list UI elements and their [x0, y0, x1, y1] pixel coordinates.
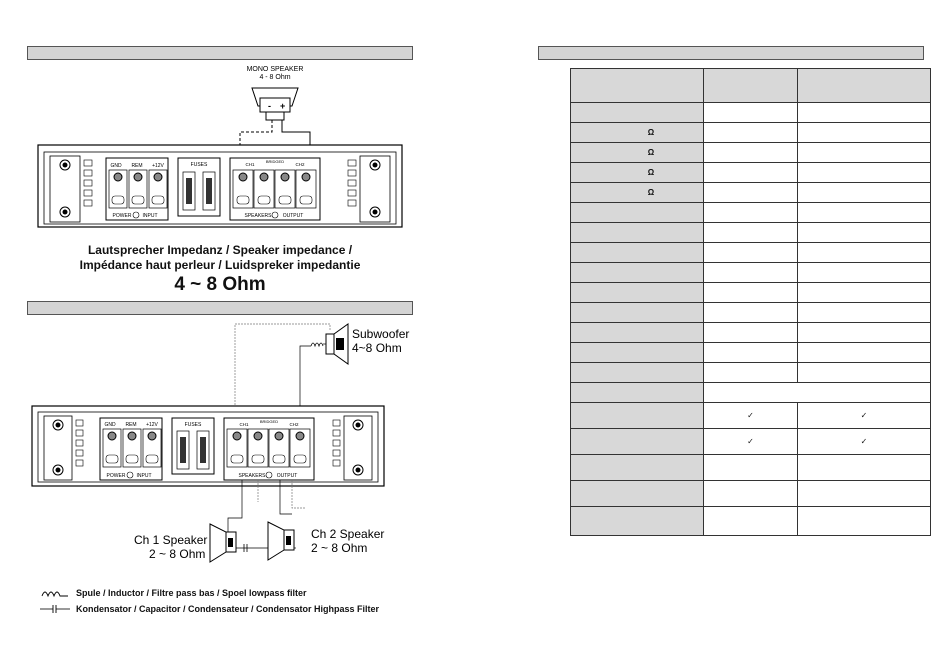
ch2-speaker-label: Ch 2 Speaker	[311, 527, 385, 541]
table-row	[571, 429, 931, 455]
legend-inductor-text: Spule / Inductor / Filtre pass bas / Spoel lowpass filter	[76, 588, 307, 598]
section-header-bar-3	[538, 46, 924, 60]
ch2-speaker-icon	[268, 522, 294, 560]
table-row	[571, 323, 931, 343]
table-cell	[571, 429, 704, 455]
power-terminal-block	[106, 158, 168, 220]
table-cell	[571, 183, 704, 203]
table-cell	[704, 481, 798, 507]
table-row	[571, 243, 931, 263]
table-cell	[798, 363, 931, 383]
table-cell	[704, 69, 798, 103]
ohm-symbol: Ω	[647, 168, 655, 177]
speaker-terminal-plus: +	[280, 101, 286, 111]
table-cell	[571, 243, 704, 263]
check-mark: ✓	[747, 437, 754, 446]
table-cell	[571, 103, 704, 123]
subwoofer-icon	[326, 324, 348, 364]
table-row	[571, 263, 931, 283]
table-cell	[704, 303, 798, 323]
impedance-caption-line1: Lautsprecher Impedanz / Speaker impedance /	[87, 243, 353, 257]
table-cell	[571, 343, 704, 363]
speaker-output-block-2	[224, 418, 314, 480]
table-cell	[798, 429, 931, 455]
table-cell	[704, 323, 798, 343]
table-cell	[704, 429, 798, 455]
table-cell	[704, 383, 931, 403]
table-cell	[704, 103, 798, 123]
table-cell	[798, 403, 931, 429]
table-row	[571, 283, 931, 303]
table-cell	[571, 323, 704, 343]
table-cell	[704, 143, 798, 163]
svg-text:GND: GND	[110, 163, 122, 169]
table-cell	[571, 455, 704, 481]
table-cell	[798, 283, 931, 303]
table-row	[571, 123, 931, 143]
table-cell	[571, 403, 704, 429]
subwoofer-label: Subwoofer	[352, 327, 410, 341]
table-cell	[704, 243, 798, 263]
table-cell	[571, 69, 704, 103]
table-cell	[571, 203, 704, 223]
table-cell	[571, 143, 704, 163]
svg-text:POWER: POWER	[112, 213, 132, 219]
table-row	[571, 223, 931, 243]
table-cell	[798, 183, 931, 203]
ch1-speaker-ohm: 2 ~ 8 Ohm	[149, 547, 206, 561]
table-row	[571, 363, 931, 383]
legend-capacitor	[40, 604, 379, 614]
table-row	[571, 507, 931, 536]
table-cell	[571, 303, 704, 323]
legend-inductor	[40, 588, 307, 598]
table-row	[571, 183, 931, 203]
svg-text:BRIDGED: BRIDGED	[259, 419, 279, 424]
table-cell	[571, 507, 704, 536]
table-cell	[571, 363, 704, 383]
table-cell	[798, 243, 931, 263]
svg-text:REM: REM	[131, 163, 143, 169]
svg-text:BRIDGED: BRIDGED	[265, 159, 285, 164]
table-row	[571, 303, 931, 323]
table-row	[571, 163, 931, 183]
check-mark: ✓	[860, 411, 868, 420]
table-cell	[704, 183, 798, 203]
table-cell	[704, 403, 798, 429]
svg-text:+12V: +12V	[152, 163, 164, 169]
table-cell	[798, 143, 931, 163]
svg-text:CH1: CH1	[245, 162, 255, 167]
ch1-speaker-label: Ch 1 Speaker	[134, 533, 208, 547]
table-cell	[798, 323, 931, 343]
inductor-icon	[40, 588, 70, 598]
table-cell	[704, 363, 798, 383]
table-cell	[571, 123, 704, 143]
table-cell	[704, 223, 798, 243]
table-cell	[798, 223, 931, 243]
table-cell	[798, 123, 931, 143]
svg-text:CH2: CH2	[295, 162, 305, 167]
table-cell	[798, 263, 931, 283]
table-cell	[571, 163, 704, 183]
table-cell	[798, 303, 931, 323]
table-row	[571, 103, 931, 123]
table-row	[571, 343, 931, 363]
svg-text:SPEAKERS: SPEAKERS	[244, 213, 272, 219]
table-cell	[798, 455, 931, 481]
svg-text:INPUT: INPUT	[136, 473, 152, 479]
table-cell	[704, 263, 798, 283]
mono-speaker-icon	[252, 88, 298, 120]
table-cell	[704, 163, 798, 183]
table-row	[571, 403, 931, 429]
svg-text:FUSES: FUSES	[190, 162, 208, 168]
check-mark: ✓	[860, 437, 868, 446]
impedance-caption-line2: Impédance haut perleur / Luidspreker impedantie	[79, 258, 361, 272]
table-cell	[571, 283, 704, 303]
ch2-speaker-ohm: 2 ~ 8 Ohm	[311, 541, 368, 555]
table-cell	[798, 507, 931, 536]
table-cell	[571, 263, 704, 283]
speaker-terminal-minus: -	[268, 101, 271, 111]
ohm-symbol: Ω	[647, 148, 655, 157]
impedance-value: 4 ~ 8 Ohm	[174, 274, 266, 295]
table-cell	[704, 343, 798, 363]
ch1-speaker-icon	[210, 524, 236, 562]
ohm-symbol: Ω	[647, 188, 655, 197]
bridged-wiring-diagram	[30, 60, 410, 230]
table-cell	[798, 343, 931, 363]
fuses-block	[178, 158, 220, 216]
table-cell	[798, 203, 931, 223]
svg-text:CH1: CH1	[239, 422, 249, 427]
power-terminal-block-2	[100, 418, 162, 480]
subwoofer-ohm: 4~8 Ohm	[352, 341, 402, 355]
capacitor-icon	[40, 604, 70, 614]
check-mark: ✓	[747, 411, 754, 420]
svg-text:INPUT: INPUT	[142, 213, 158, 219]
table-cell	[798, 481, 931, 507]
speaker-output-block	[230, 158, 320, 220]
table-header-row	[571, 69, 931, 103]
svg-text:SPEAKERS: SPEAKERS	[238, 473, 266, 479]
table-cell	[571, 383, 704, 403]
tri-mode-wiring-diagram	[30, 318, 420, 580]
table-cell	[798, 69, 931, 103]
table-cell	[704, 123, 798, 143]
svg-text:OUTPUT: OUTPUT	[282, 213, 304, 219]
table-cell	[704, 507, 798, 536]
table-row	[571, 143, 931, 163]
legend-capacitor-text: Kondensator / Capacitor / Condensateur / Condensator Highpass Filter	[76, 604, 380, 614]
mono-speaker-ohm: 4 - 8 Ohm	[259, 74, 291, 81]
section-header-bar-1	[27, 46, 413, 60]
section-header-bar-2	[27, 301, 413, 315]
table-row	[571, 455, 931, 481]
specifications-table	[570, 68, 931, 536]
table-cell	[798, 163, 931, 183]
table-cell	[798, 103, 931, 123]
svg-text:+12V: +12V	[146, 422, 158, 428]
svg-text:REM: REM	[125, 422, 137, 428]
svg-text:OUTPUT: OUTPUT	[276, 473, 298, 479]
table-cell	[704, 203, 798, 223]
table-row	[571, 481, 931, 507]
table-row	[571, 383, 931, 403]
table-row	[571, 203, 931, 223]
svg-text:POWER: POWER	[106, 473, 126, 479]
fuses-block-2	[172, 418, 214, 474]
table-cell	[704, 283, 798, 303]
svg-text:CH2: CH2	[289, 422, 299, 427]
svg-text:GND: GND	[104, 422, 116, 428]
svg-text:FUSES: FUSES	[184, 422, 202, 428]
table-cell	[704, 455, 798, 481]
table-cell	[571, 481, 704, 507]
ohm-symbol: Ω	[647, 128, 655, 137]
table-cell	[571, 223, 704, 243]
mono-speaker-label: MONO SPEAKER	[246, 66, 304, 73]
